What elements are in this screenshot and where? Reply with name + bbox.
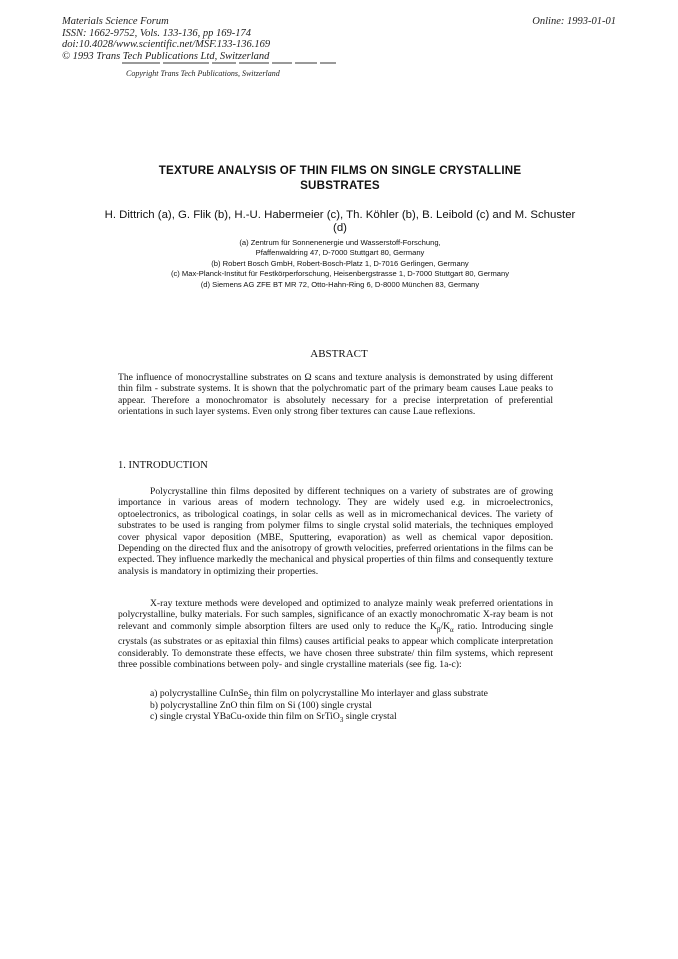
abstract-heading: ABSTRACT	[310, 348, 368, 360]
affiliation-a-line1: (a) Zentrum für Sonnenenergie und Wasserstoff-Forschung,	[239, 238, 441, 247]
kbeta-symbol: $K_\beta/K_\alpha$	[429, 620, 454, 634]
journal-doi[interactable]: doi:10.4028/www.scientific.net/MSF.133-136.169	[62, 39, 271, 50]
copyright-line: Copyright Trans Tech Publications, Switzerland	[126, 69, 280, 78]
affiliation-b: (b) Robert Bosch GmbH, Robert-Bosch-Platz 1, D-7016 Gerlingen, Germany	[211, 258, 469, 268]
paper-title: TEXTURE ANALYSIS OF THIN FILMS ON SINGLE CRYSTALLINE SUBSTRATES	[158, 164, 522, 192]
list-item: c) single crystal YBaCu-oxide thin film on SrTiO$_3$ single crystal	[150, 711, 397, 724]
intro-p2-text-a: X-ray texture methods were developed and optimized to analyze mainly weak preferred orientations in polycrystalline, bulky materials. For such samples, significance of an exactly monochromatic X-ray beam is not relevant and commonly simple absorption filters are used only to reduce the	[118, 598, 553, 632]
journal-name: Materials Science Forum	[62, 16, 169, 27]
journal-header	[62, 16, 270, 62]
affiliations	[100, 238, 580, 290]
scanned-header-artifact	[122, 62, 352, 67]
abstract-text: The influence of monocrystalline substrates on Ω scans and texture analysis is demonstrated by using different thin film - substrate systems. It is shown that the polychromatic part of the primary beam causes Laue peaks to appear. Therefore a monochromator is absolutely necessary for a precise interpretation of preferential orientations in such layer systems. Even only strong fiber textures can cause Laue reflexions.	[118, 372, 553, 418]
journal-copyright: © 1993 Trans Tech Publications Ltd, Switzerland	[62, 50, 270, 62]
list-item: a) polycrystalline CuInSe$_2$ thin film on polycrystalline Mo interlayer and glass substrate	[150, 688, 488, 701]
affiliation-c: (c) Max-Planck-Institut für Festkörperforschung, Heisenbergstrasse 1, D-7000 Stuttgart 80, Germany	[170, 269, 510, 279]
section-heading-introduction: 1. INTRODUCTION	[118, 460, 208, 471]
affiliation-d: (d) Siemens AG ZFE BT MR 72, Otto-Hahn-Ring 6, D-8000 München 83, Germany	[200, 279, 480, 289]
affiliation-a-line2: Pfaffenwaldring 47, D-7000 Stuttgart 80, Germany	[255, 248, 425, 258]
journal-issn: ISSN: 1662-9752, Vols. 133-136, pp 169-174	[62, 27, 251, 39]
intro-paragraph-1: Polycrystalline thin films deposited by different techniques on a variety of substrates are of growing importance in various areas of modern technology. They are widely used e.g. in microelectronics, optoelectronics, as tribological coatings, in solar cells as well as in micromechanical devices. The variety of substrates to be used is ranging from polymer films to single crystal solid materials, the techniques employed cover physical vapor deposition (MBE, Sputtering, evaporation) as well as chemical vapor deposition. Depending on the directed flux and the anisotropy of growth velocities, preferred orientations in the films can be expected. They influence markedly the mechanical and physical properties of thin films and consequently texture analysis is mandatory in optimizing their properties.	[118, 486, 553, 577]
author-list: H. Dittrich (a), G. Flik (b), H.-U. Habermeier (c), Th. Köhler (b), B. Leibold (c) and M. Schuster (d)	[104, 209, 576, 234]
intro-paragraph-2	[118, 598, 553, 670]
list-item: b) polycrystalline ZnO thin film on Si (100) single crystal	[150, 699, 372, 711]
intro-p2-text-b: ratio. Introducing single crystals (as substrates or as epitaxial thin films) causes artificial peaks to appear which complicate interpretation considerably. To demonstrate these effects, we have chosen three substrate/ thin film systems, which represent three possible combinations between poly- and single crystalline materials (see fig. 1a-c):	[118, 620, 554, 670]
online-date: Online: 1993-01-01	[532, 16, 616, 27]
